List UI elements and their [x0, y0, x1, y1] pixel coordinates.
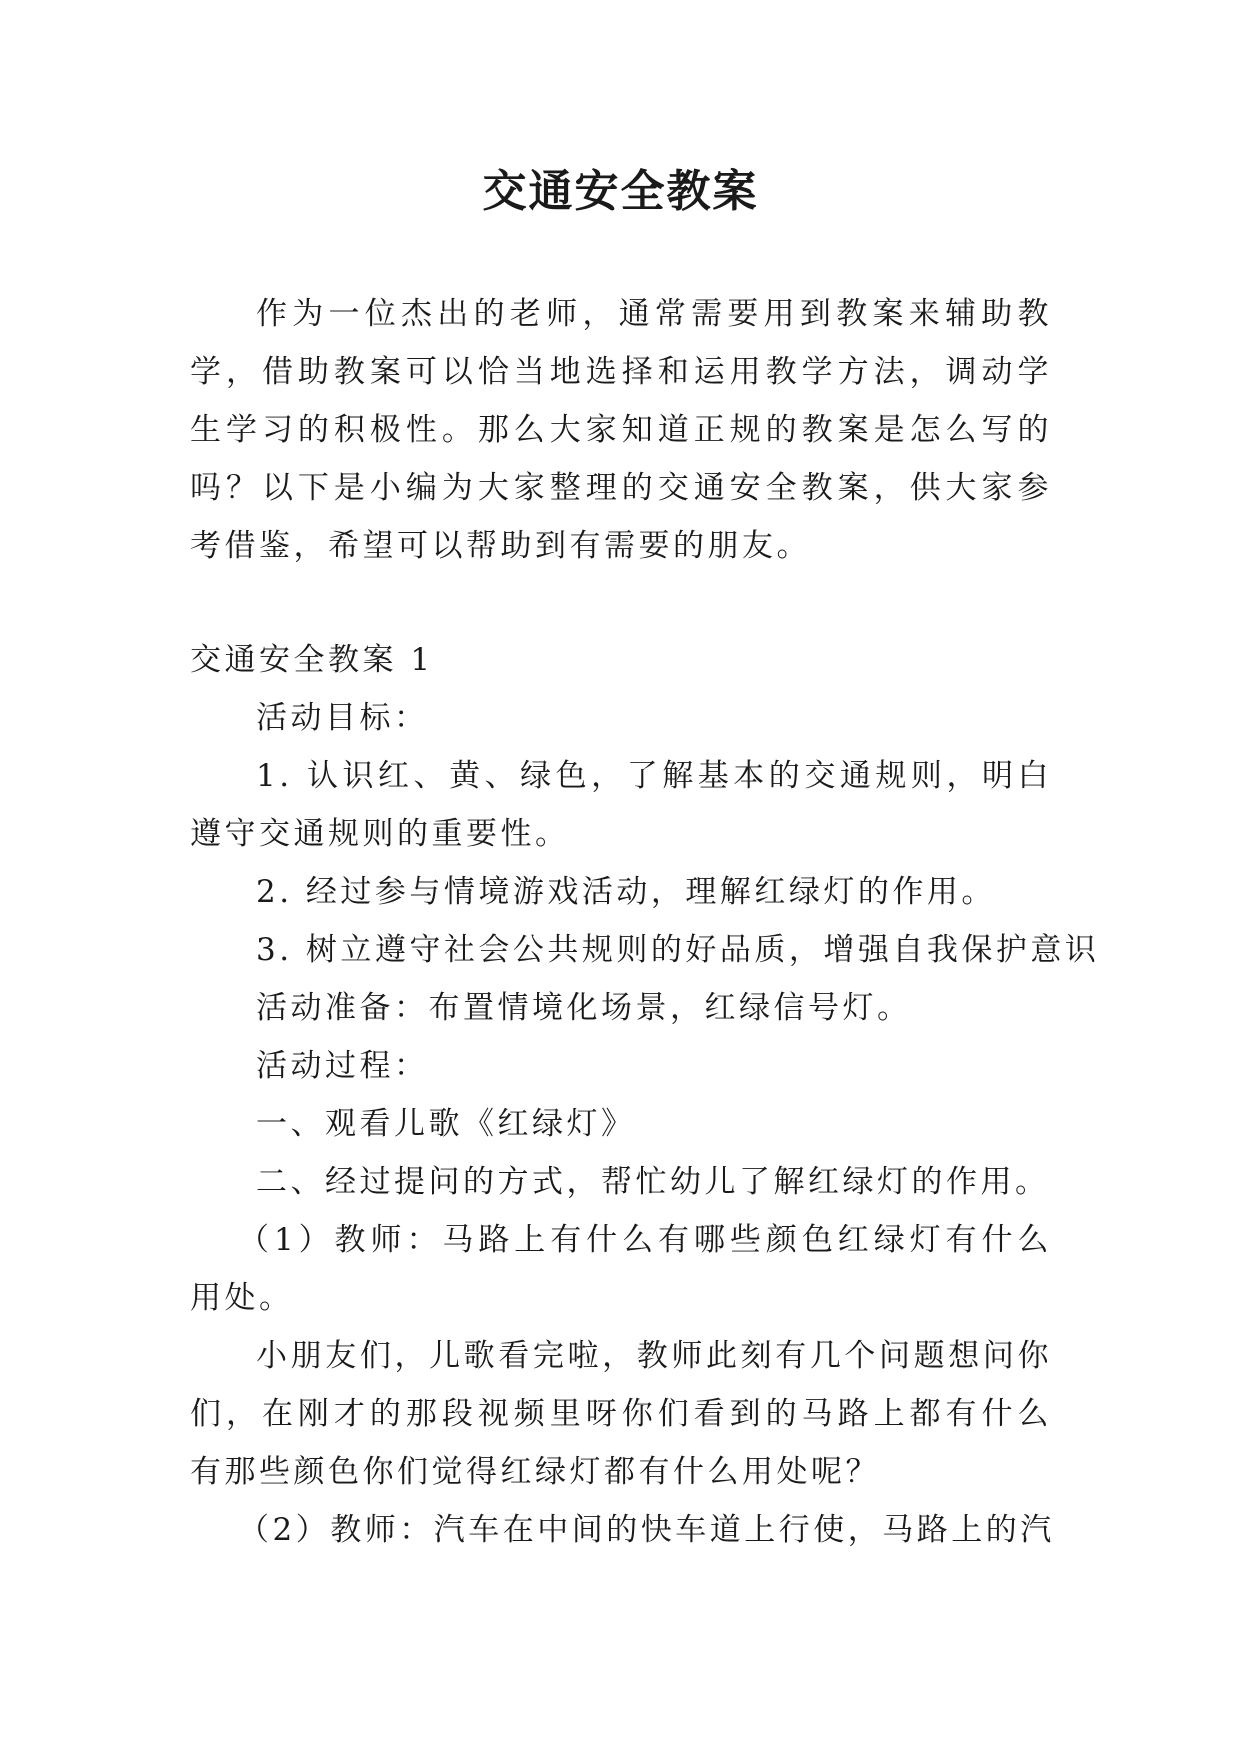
- paragraph-question-2: （2）教师：汽车在中间的快车道上行使，马路上的汽: [238, 1512, 1055, 1548]
- paragraph-question-1: （1）教师：马路上有什么有哪些颜色红绿灯有什么用处。: [190, 1222, 1052, 1316]
- section-heading: 交通安全教案 1: [190, 642, 434, 678]
- paragraph-step-1: 一、观看儿歌《红绿灯》: [256, 1106, 636, 1142]
- paragraph-goal-3: 3. 树立遵守社会公共规则的好品质，增强自我保护意识: [256, 932, 1100, 968]
- paragraph-step-2: 二、经过提问的方式，帮忙幼儿了解红绿灯的作用。: [256, 1164, 1050, 1200]
- document-body: [190, 285, 1100, 1559]
- intro-paragraph: 作为一位杰出的老师，通常需要用到教案来辅助教学，借助教案可以恰当地选择和运用教学方法，调动学生学习的积极性。那么大家知道正规的教案是怎么写的吗？以下是小编为大家整理的交通安全教案，供大家参考借鉴，希望可以帮助到有需要的朋友。: [190, 296, 1052, 564]
- paragraph-teacher-speech: 小朋友们，儿歌看完啦，教师此刻有几个问题想问你们，在刚才的那段视频里呀你们看到的马路上都有什么有那些颜色你们觉得红绿灯都有什么用处呢？: [190, 1338, 1052, 1490]
- paragraph-activity-process: 活动过程：: [256, 1048, 429, 1084]
- paragraph-activity-goals: 活动目标：: [256, 700, 429, 736]
- paragraph-goal-1: 1. 认识红、黄、绿色，了解基本的交通规则，明白遵守交通规则的重要性。: [190, 758, 1052, 852]
- paragraph-goal-2: 2. 经过参与情境游戏活动，理解红绿灯的作用。: [256, 874, 996, 910]
- document-title: 交通安全教案: [482, 166, 759, 217]
- paragraph-activity-preparation: 活动准备：布置情境化场景，红绿信号灯。: [256, 990, 912, 1026]
